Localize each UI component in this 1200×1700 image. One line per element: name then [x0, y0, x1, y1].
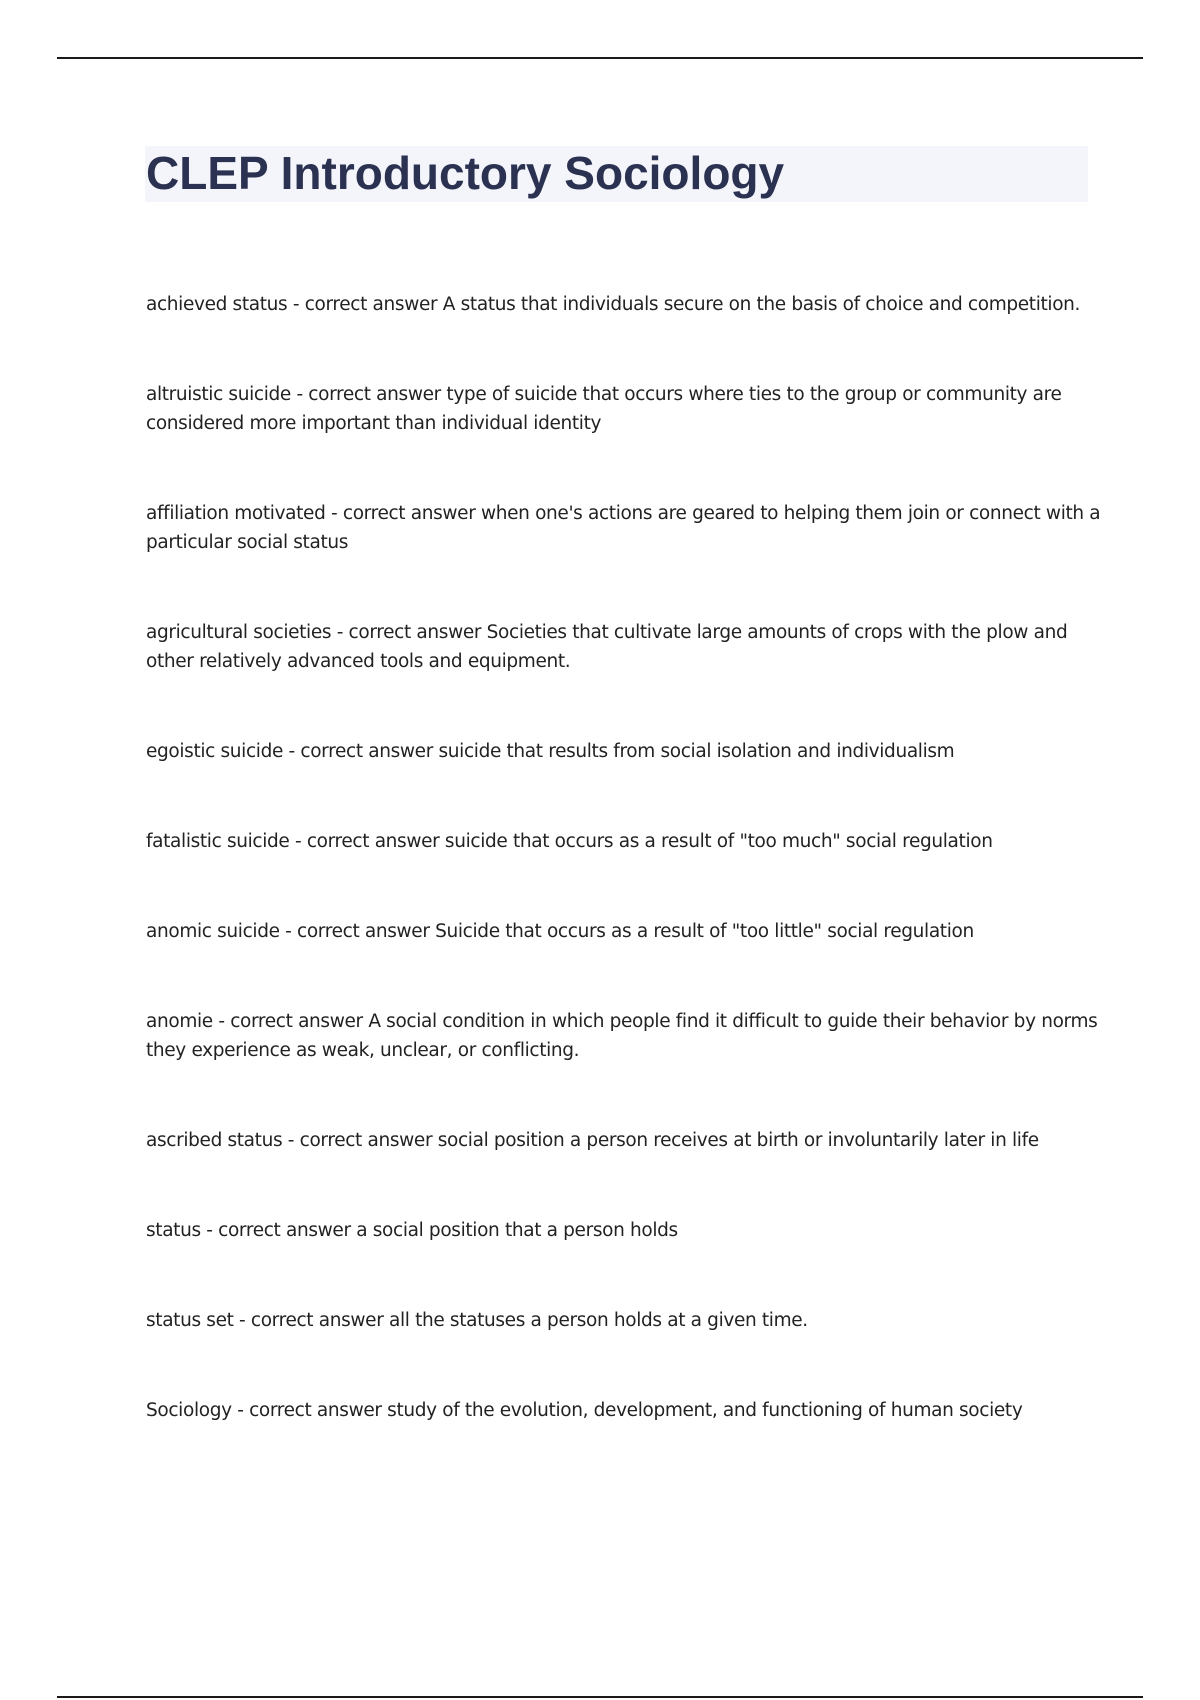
term-entry-altruistic-suicide: altruistic suicide - correct answer type of suicide that occurs where ties to the group or community are considered more important than individual identity — [146, 384, 1062, 434]
term-entry-egoistic-suicide: egoistic suicide - correct answer suicide that results from social isolation and individualism — [146, 741, 955, 762]
term-entry-sociology: Sociology - correct answer study of the evolution, development, and functioning of human society — [146, 1400, 1023, 1421]
document-title: CLEP Introductory Sociology — [146, 147, 785, 199]
bottom-rule — [57, 1696, 1143, 1698]
top-rule — [57, 57, 1143, 59]
term-entry-status-set: status set - correct answer all the statuses a person holds at a given time. — [146, 1310, 808, 1331]
term-entry-status: status - correct answer a social position that a person holds — [146, 1220, 678, 1241]
term-entry-anomie: anomie - correct answer A social condition in which people find it difficult to guide their behavior by norms they experience as weak, unclear, or conflicting. — [146, 1011, 1098, 1061]
term-entry-achieved-status: achieved status - correct answer A status that individuals secure on the basis of choice and competition. — [146, 294, 1081, 315]
term-entry-anomic-suicide: anomic suicide - correct answer Suicide that occurs as a result of "too little" social regulation — [146, 921, 974, 942]
term-list — [146, 290, 1106, 1486]
term-entry-affiliation-motivated: affiliation motivated - correct answer when one's actions are geared to helping them join or connect with a particular social status — [146, 503, 1101, 553]
term-entry-ascribed-status: ascribed status - correct answer social position a person receives at birth or involuntarily later in life — [146, 1130, 1039, 1151]
term-entry-fatalistic-suicide: fatalistic suicide - correct answer suicide that occurs as a result of "too much" social regulation — [146, 831, 993, 852]
term-entry-agricultural-societies: agricultural societies - correct answer Societies that cultivate large amounts of crops with the plow and other relatively advanced tools and equipment. — [146, 622, 1068, 672]
